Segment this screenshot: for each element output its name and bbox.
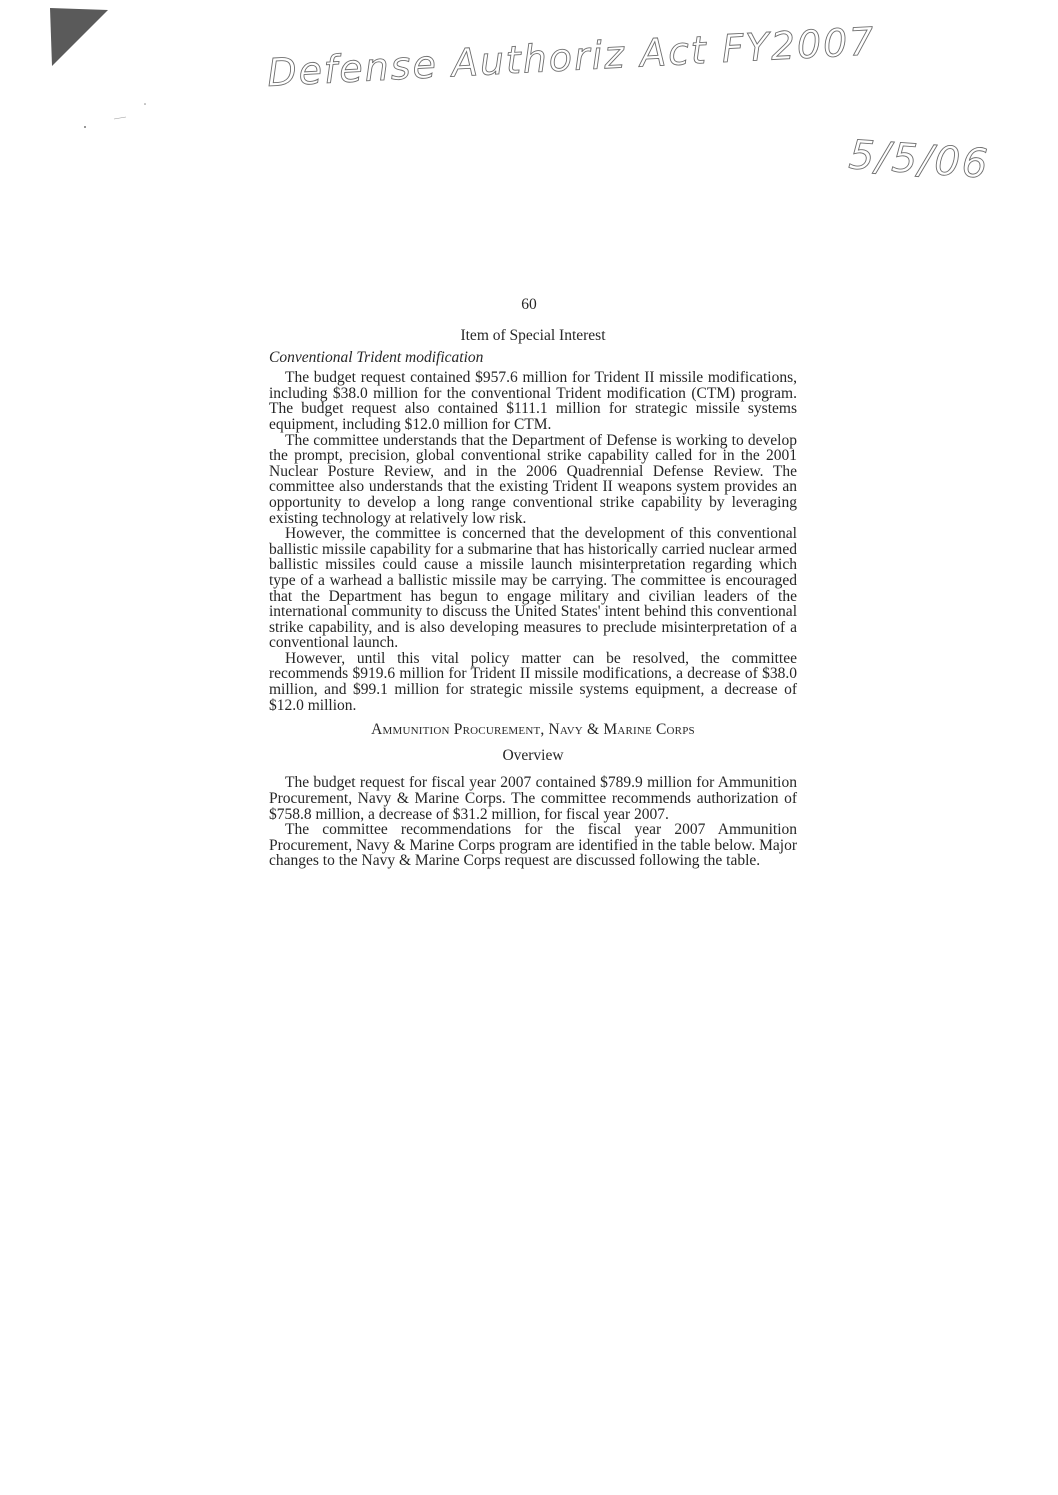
handwritten-title: Defense Authoriz Act FY2007 [266, 19, 877, 95]
document-body [269, 328, 797, 869]
paragraph: The committee understands that the Department of Defense is working to develop the prompt, precision, global conventional strike capability called for in the 2001 Nuclear Posture Review, and in the 2006 Quadrennial Defense Review. The committee also understands that the existing Trident II weapons system provides an opportunity to develop a long range conventional strike capability by leveraging existing technology at relatively low risk. [269, 431, 797, 527]
overview-heading: Overview [502, 746, 564, 764]
section-title: Ammunition Procurement, Navy & Marine Corps [371, 721, 695, 739]
page-number: 60 [521, 296, 537, 313]
paragraph: The budget request contained $957.6 million for Trident II missile modifications, including $38.0 million for the conventional Trident modification (CTM) program. The budget request also contained $111.1 million for strategic missile systems equipment, including $12.0 million for CTM. [269, 369, 797, 433]
subheading: Conventional Trident modification [269, 348, 484, 366]
paragraph: However, until this vital policy matter can be resolved, the committee recommends $919.6 million for Trident II missile modifications, a decrease of $38.0 million, and $99.1 million for strategic missile systems equipment, a decrease of $12.0 million. [269, 649, 797, 714]
section-heading: Item of Special Interest [460, 327, 606, 344]
handwritten-annotation [0, 0, 1058, 200]
paragraph: However, the committee is concerned that the development of this conventional ballistic missile capability for a submarine that has historically carried nuclear armed ballistic missiles could cause a missile launch misinterpretation regarding which type of a warhead a ballistic missile may be carrying. The committee is encouraged that the Department has begun to engage military and civilian leaders of the international community to discuss the United States' intent behind this conventional strike capability, and is also developing measures to preclude misinterpretation of a conventional launch. [269, 525, 797, 652]
handwritten-date: 5/5/06 [847, 132, 991, 188]
overview-paragraph: The committee recommendations for the fiscal year 2007 Ammunition Procurement, Navy & Marine Corps program are identified in the table below. Major changes to the Navy & Marine Corps request are discussed following the table. [269, 821, 797, 870]
overview-paragraph: The budget request for fiscal year 2007 contained $789.9 million for Ammunition Procurement, Navy & Marine Corps. The committee recommends authorization of $758.8 million, a decrease of $31.2 million, for fiscal year 2007. [269, 774, 797, 823]
